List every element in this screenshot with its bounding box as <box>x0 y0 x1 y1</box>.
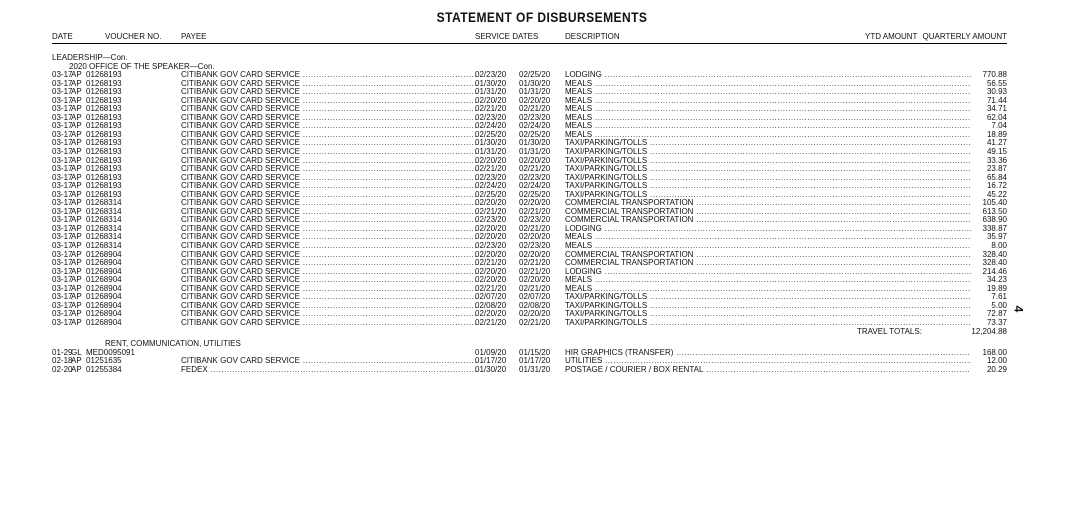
row-description: TAXI/PARKING/TOLLS ..... <box>565 191 971 200</box>
row-service-start: 02/21/20 <box>475 164 507 174</box>
row-service-start: 01/31/20 <box>475 87 507 97</box>
row-voucher-no: 01268193 <box>86 138 122 148</box>
row-service-start: 02/20/20 <box>475 309 507 319</box>
row-voucher-no: 01268193 <box>86 164 122 174</box>
row-payee: CITIBANK GOV CARD SERVICE ..... <box>181 310 476 319</box>
row-payee: CITIBANK GOV CARD SERVICE ..... <box>181 122 476 131</box>
row-amount: 45.22 <box>986 189 1007 199</box>
row-service-end: 02/21/20 <box>519 223 551 233</box>
row-date: 03-17 <box>52 283 73 293</box>
page-marker: 4 <box>1011 305 1026 313</box>
row-voucher-no: 01268193 <box>86 129 122 139</box>
row-date: 03-17 <box>52 266 73 276</box>
row-service-start: 01/17/20 <box>475 356 507 366</box>
row-voucher-no: 01255384 <box>86 364 122 374</box>
row-date: 03-17 <box>52 223 73 233</box>
row-description: MEALS ..... <box>565 242 971 251</box>
row-service-start: 02/08/20 <box>475 300 507 310</box>
row-type: AP <box>71 70 82 80</box>
row-payee: FEDEX ..... <box>181 366 476 375</box>
row-service-end: 02/23/20 <box>519 215 551 225</box>
row-service-start: 02/25/20 <box>475 129 507 139</box>
row-service-end: 02/24/20 <box>519 181 551 191</box>
row-amount: 34.71 <box>986 104 1007 114</box>
row-type: AP <box>71 283 82 293</box>
row-service-end: 02/21/20 <box>519 164 551 174</box>
row-description: LODGING ..... <box>565 268 971 277</box>
row-voucher-no: 01268193 <box>86 189 122 199</box>
row-amount: 338.87 <box>982 223 1007 233</box>
row-description: MEALS ..... <box>565 233 971 242</box>
row-service-end: 02/20/20 <box>519 232 551 242</box>
row-date: 03-17 <box>52 87 73 97</box>
statement-title: STATEMENT OF DISBURSEMENTS <box>436 9 648 25</box>
row-date: 03-17 <box>52 275 73 285</box>
row-type: AP <box>71 164 82 174</box>
row-payee: CITIBANK GOV CARD SERVICE ..... <box>181 97 476 106</box>
row-payee: CITIBANK GOV CARD SERVICE ..... <box>181 319 476 328</box>
row-amount: 30.93 <box>986 87 1007 97</box>
row-service-start: 02/20/20 <box>475 275 507 285</box>
row-description: TAXI/PARKING/TOLLS ..... <box>565 148 971 157</box>
row-description: TAXI/PARKING/TOLLS ..... <box>565 293 971 302</box>
row-description: TAXI/PARKING/TOLLS ..... <box>565 310 971 319</box>
row-type: AP <box>71 172 82 182</box>
row-date: 03-17 <box>52 147 73 157</box>
row-date: 03-17 <box>52 104 73 114</box>
row-service-end: 02/21/20 <box>519 206 551 216</box>
row-description: TAXI/PARKING/TOLLS ..... <box>565 139 971 148</box>
row-voucher-no: 01268904 <box>86 249 122 259</box>
row-type: AP <box>71 309 82 319</box>
row-description: MEALS ..... <box>565 122 971 131</box>
row-service-start: 02/21/20 <box>475 104 507 114</box>
row-type: AP <box>71 138 82 148</box>
row-service-start: 02/23/20 <box>475 172 507 182</box>
row-service-start: 02/20/20 <box>475 249 507 259</box>
row-description: TAXI/PARKING/TOLLS ..... <box>565 302 971 311</box>
row-date: 03-17 <box>52 138 73 148</box>
row-date: 03-17 <box>52 164 73 174</box>
row-service-start: 01/09/20 <box>475 347 507 357</box>
row-description: COMMERCIAL TRANSPORTATION ..... <box>565 199 971 208</box>
row-amount: 613.50 <box>982 206 1007 216</box>
subsection-heading: 2020 OFFICE OF THE SPEAKER—Con. <box>69 61 215 71</box>
row-service-start: 02/21/20 <box>475 206 507 216</box>
col-quarterly-amount: QUARTERLY AMOUNT <box>922 32 1007 41</box>
row-voucher-no: 01268314 <box>86 215 122 225</box>
row-payee: CITIBANK GOV CARD SERVICE ..... <box>181 71 476 80</box>
row-voucher-no: 01268314 <box>86 206 122 216</box>
row-voucher-no: 01268904 <box>86 309 122 319</box>
row-payee: CITIBANK GOV CARD SERVICE ..... <box>181 357 476 366</box>
row-voucher-no: 01268904 <box>86 275 122 285</box>
row-voucher-no: 01268193 <box>86 87 122 97</box>
row-service-start: 02/21/20 <box>475 317 507 327</box>
row-service-start: 02/25/20 <box>475 189 507 199</box>
row-type: AP <box>71 292 82 302</box>
row-service-start: 02/24/20 <box>475 181 507 191</box>
row-amount: 62.04 <box>986 112 1007 122</box>
row-date: 03-17 <box>52 129 73 139</box>
row-type: AP <box>71 189 82 199</box>
row-voucher-no: 01268193 <box>86 147 122 157</box>
row-date: 02-18 <box>52 356 73 366</box>
row-amount: 41.27 <box>986 138 1007 148</box>
row-service-end: 02/07/20 <box>519 292 551 302</box>
row-amount: 328.40 <box>982 249 1007 259</box>
row-service-end: 01/17/20 <box>519 356 551 366</box>
row-date: 03-17 <box>52 95 73 105</box>
row-payee: CITIBANK GOV CARD SERVICE ..... <box>181 182 476 191</box>
col-voucher-no: VOUCHER NO. <box>105 32 162 41</box>
row-type: AP <box>71 121 82 131</box>
row-description: MEALS ..... <box>565 285 971 294</box>
row-voucher-no: 01268193 <box>86 172 122 182</box>
row-type: AP <box>71 232 82 242</box>
row-date: 03-17 <box>52 206 73 216</box>
row-description: POSTAGE / COURIER / BOX RENTAL ..... <box>565 366 971 375</box>
row-type: AP <box>71 266 82 276</box>
row-payee: CITIBANK GOV CARD SERVICE ..... <box>181 80 476 89</box>
row-voucher-no: 01268904 <box>86 283 122 293</box>
row-service-end: 02/23/20 <box>519 241 551 251</box>
row-voucher-no: 01268193 <box>86 104 122 114</box>
row-voucher-no: 01268193 <box>86 70 122 80</box>
row-description: COMMERCIAL TRANSPORTATION ..... <box>565 208 971 217</box>
row-amount: 71.44 <box>986 95 1007 105</box>
row-payee: CITIBANK GOV CARD SERVICE ..... <box>181 216 476 225</box>
row-amount: 35.97 <box>986 232 1007 242</box>
row-date: 03-17 <box>52 215 73 225</box>
row-description: TAXI/PARKING/TOLLS ..... <box>565 174 971 183</box>
row-payee: CITIBANK GOV CARD SERVICE ..... <box>181 208 476 217</box>
row-type: AP <box>71 206 82 216</box>
col-payee: PAYEE <box>181 32 207 41</box>
row-date: 03-17 <box>52 112 73 122</box>
row-description: TAXI/PARKING/TOLLS ..... <box>565 319 971 328</box>
row-description: HIR GRAPHICS (TRANSFER) ..... <box>565 349 971 358</box>
row-voucher-no: 01268193 <box>86 181 122 191</box>
row-type: AP <box>71 129 82 139</box>
row-service-start: 02/23/20 <box>475 215 507 225</box>
row-description: MEALS ..... <box>565 105 971 114</box>
row-type: AP <box>71 112 82 122</box>
row-amount: 73.37 <box>986 317 1007 327</box>
row-type: AP <box>71 198 82 208</box>
row-type: AP <box>71 275 82 285</box>
row-voucher-no: 01268904 <box>86 266 122 276</box>
col-description: DESCRIPTION <box>565 32 620 41</box>
row-service-end: 01/15/20 <box>519 347 551 357</box>
row-payee: CITIBANK GOV CARD SERVICE ..... <box>181 139 476 148</box>
row-amount: 16.72 <box>986 181 1007 191</box>
row-date: 03-17 <box>52 258 73 268</box>
row-voucher-no: 01268904 <box>86 258 122 268</box>
row-payee: CITIBANK GOV CARD SERVICE ..... <box>181 302 476 311</box>
row-description: COMMERCIAL TRANSPORTATION ..... <box>565 216 971 225</box>
row-payee: CITIBANK GOV CARD SERVICE ..... <box>181 259 476 268</box>
row-service-end: 02/25/20 <box>519 189 551 199</box>
column-header-row <box>52 32 1007 44</box>
row-date: 03-17 <box>52 232 73 242</box>
travel-totals-amount: 12,204.88 <box>971 326 1007 336</box>
row-service-start: 01/31/20 <box>475 147 507 157</box>
row-service-end: 01/31/20 <box>519 147 551 157</box>
row-service-end: 02/23/20 <box>519 112 551 122</box>
row-voucher-no: 01268193 <box>86 95 122 105</box>
row-amount: 23.87 <box>986 164 1007 174</box>
row-payee: CITIBANK GOV CARD SERVICE ..... <box>181 276 476 285</box>
row-payee: CITIBANK GOV CARD SERVICE ..... <box>181 114 476 123</box>
row-type: AP <box>71 364 82 374</box>
row-payee: CITIBANK GOV CARD SERVICE ..... <box>181 268 476 277</box>
row-date: 03-17 <box>52 78 73 88</box>
row-type: AP <box>71 356 82 366</box>
row-amount: 20.29 <box>986 364 1007 374</box>
row-amount: 7.61 <box>991 292 1007 302</box>
row-voucher-no: MED0095091 <box>86 347 135 357</box>
row-date: 03-17 <box>52 155 73 165</box>
row-service-start: 02/20/20 <box>475 232 507 242</box>
row-service-end: 02/20/20 <box>519 249 551 259</box>
row-date: 03-17 <box>52 70 73 80</box>
row-amount: 19.89 <box>986 283 1007 293</box>
row-amount: 49.15 <box>986 147 1007 157</box>
row-type: AP <box>71 317 82 327</box>
row-service-end: 02/20/20 <box>519 155 551 165</box>
row-description: MEALS ..... <box>565 131 971 140</box>
row-amount: 34.23 <box>986 275 1007 285</box>
row-service-end: 02/20/20 <box>519 309 551 319</box>
row-date: 03-17 <box>52 317 73 327</box>
row-payee: CITIBANK GOV CARD SERVICE ..... <box>181 225 476 234</box>
row-service-end: 01/31/20 <box>519 87 551 97</box>
row-type: AP <box>71 241 82 251</box>
row-voucher-no: 01268904 <box>86 300 122 310</box>
row-date: 03-17 <box>52 249 73 259</box>
row-description: MEALS ..... <box>565 80 971 89</box>
row-service-end: 02/25/20 <box>519 70 551 80</box>
row-service-start: 02/20/20 <box>475 155 507 165</box>
row-service-start: 02/23/20 <box>475 70 507 80</box>
row-voucher-no: 01268314 <box>86 198 122 208</box>
row-service-start: 02/23/20 <box>475 112 507 122</box>
row-service-end: 02/23/20 <box>519 172 551 182</box>
row-amount: 105.40 <box>982 198 1007 208</box>
row-description: MEALS ..... <box>565 97 971 106</box>
row-service-end: 02/20/20 <box>519 95 551 105</box>
row-amount: 638.90 <box>982 215 1007 225</box>
row-service-end: 02/20/20 <box>519 198 551 208</box>
row-service-start: 02/23/20 <box>475 241 507 251</box>
rent-rows <box>52 349 1007 375</box>
row-amount: 18.89 <box>986 129 1007 139</box>
row-type: AP <box>71 147 82 157</box>
row-service-start: 01/30/20 <box>475 364 507 374</box>
row-service-start: 02/21/20 <box>475 283 507 293</box>
row-payee: CITIBANK GOV CARD SERVICE ..... <box>181 174 476 183</box>
row-date: 03-17 <box>52 241 73 251</box>
row-service-end: 02/21/20 <box>519 317 551 327</box>
row-type: AP <box>71 155 82 165</box>
row-service-start: 02/21/20 <box>475 258 507 268</box>
row-payee: CITIBANK GOV CARD SERVICE ..... <box>181 285 476 294</box>
row-date: 03-17 <box>52 172 73 182</box>
row-amount: 8.00 <box>991 241 1007 251</box>
row-payee: CITIBANK GOV CARD SERVICE ..... <box>181 105 476 114</box>
row-service-end: 02/21/20 <box>519 258 551 268</box>
row-service-start: 02/20/20 <box>475 198 507 208</box>
statement-body <box>52 54 1007 374</box>
row-payee: CITIBANK GOV CARD SERVICE ..... <box>181 191 476 200</box>
row-date: 03-17 <box>52 300 73 310</box>
row-date: 02-20 <box>52 364 73 374</box>
row-description: LODGING ..... <box>565 225 971 234</box>
row-amount: 12.00 <box>986 356 1007 366</box>
row-type: AP <box>71 104 82 114</box>
row-service-start: 02/20/20 <box>475 223 507 233</box>
travel-totals-label: TRAVEL TOTALS: <box>857 326 922 336</box>
row-date: 03-17 <box>52 189 73 199</box>
col-ytd-amount: YTD AMOUNT <box>865 32 918 41</box>
row-date: 01-29 <box>52 347 73 357</box>
row-payee: CITIBANK GOV CARD SERVICE ..... <box>181 293 476 302</box>
row-service-end: 02/21/20 <box>519 266 551 276</box>
row-date: 03-17 <box>52 309 73 319</box>
row-amount: 328.40 <box>982 258 1007 268</box>
row-amount: 5.00 <box>991 300 1007 310</box>
row-type: AP <box>71 95 82 105</box>
row-type: AP <box>71 87 82 97</box>
row-service-start: 02/20/20 <box>475 266 507 276</box>
row-type: AP <box>71 249 82 259</box>
row-voucher-no: 01268193 <box>86 155 122 165</box>
row-service-start: 02/24/20 <box>475 121 507 131</box>
rent-heading: RENT, COMMUNICATION, UTILITIES <box>105 339 241 349</box>
row-amount: 72.87 <box>986 309 1007 319</box>
row-voucher-no: 01268314 <box>86 223 122 233</box>
col-date: DATE <box>52 32 73 41</box>
row-service-start: 02/20/20 <box>475 95 507 105</box>
row-description: MEALS ..... <box>565 276 971 285</box>
row-type: AP <box>71 258 82 268</box>
row-type: AP <box>71 181 82 191</box>
row-voucher-no: 01268904 <box>86 317 122 327</box>
col-service-dates: SERVICE DATES <box>475 32 539 41</box>
row-service-end: 02/20/20 <box>519 275 551 285</box>
row-description: COMMERCIAL TRANSPORTATION ..... <box>565 259 971 268</box>
row-service-start: 01/30/20 <box>475 78 507 88</box>
travel-rows <box>52 71 1007 327</box>
row-voucher-no: 01268193 <box>86 112 122 122</box>
row-payee: CITIBANK GOV CARD SERVICE ..... <box>181 157 476 166</box>
row-service-end: 02/08/20 <box>519 300 551 310</box>
row-service-end: 01/30/20 <box>519 78 551 88</box>
row-type: GL <box>71 347 82 357</box>
travel-totals-row <box>52 328 1007 337</box>
row-type: AP <box>71 78 82 88</box>
row-payee: CITIBANK GOV CARD SERVICE ..... <box>181 165 476 174</box>
row-voucher-no: 01251635 <box>86 356 122 366</box>
row-voucher-no: 01268314 <box>86 232 122 242</box>
row-description: LODGING ..... <box>565 71 971 80</box>
row-description: UTILITIES ..... <box>565 357 971 366</box>
row-description: TAXI/PARKING/TOLLS ..... <box>565 157 971 166</box>
row-date: 03-17 <box>52 121 73 131</box>
row-service-end: 02/25/20 <box>519 129 551 139</box>
row-amount: 7.04 <box>991 121 1007 131</box>
row-payee: CITIBANK GOV CARD SERVICE ..... <box>181 199 476 208</box>
row-payee: CITIBANK GOV CARD SERVICE ..... <box>181 131 476 140</box>
row-service-start: 01/30/20 <box>475 138 507 148</box>
row-service-end: 01/30/20 <box>519 138 551 148</box>
row-voucher-no: 01268314 <box>86 241 122 251</box>
row-date: 03-17 <box>52 198 73 208</box>
row-type: AP <box>71 223 82 233</box>
row-service-end: 01/31/20 <box>519 364 551 374</box>
row-amount: 168.00 <box>982 347 1007 357</box>
row-payee: CITIBANK GOV CARD SERVICE ..... <box>181 251 476 260</box>
row-amount: 214.46 <box>982 266 1007 276</box>
row-date: 03-17 <box>52 181 73 191</box>
row-date: 03-17 <box>52 292 73 302</box>
row-description: TAXI/PARKING/TOLLS ..... <box>565 165 971 174</box>
row-amount: 56.55 <box>986 78 1007 88</box>
row-service-end: 02/21/20 <box>519 283 551 293</box>
row-description: MEALS ..... <box>565 88 971 97</box>
row-description: COMMERCIAL TRANSPORTATION ..... <box>565 251 971 260</box>
section-heading: LEADERSHIP—Con. <box>52 53 128 62</box>
row-amount: 65.84 <box>986 172 1007 182</box>
table-row <box>52 366 1007 375</box>
row-voucher-no: 01268904 <box>86 292 122 302</box>
row-service-end: 02/21/20 <box>519 104 551 114</box>
row-amount: 33.36 <box>986 155 1007 165</box>
row-payee: CITIBANK GOV CARD SERVICE ..... <box>181 88 476 97</box>
row-amount: 770.88 <box>982 70 1007 80</box>
row-description: TAXI/PARKING/TOLLS ..... <box>565 182 971 191</box>
row-payee: CITIBANK GOV CARD SERVICE ..... <box>181 242 476 251</box>
row-payee: CITIBANK GOV CARD SERVICE ..... <box>181 148 476 157</box>
row-service-start: 02/07/20 <box>475 292 507 302</box>
row-voucher-no: 01268193 <box>86 121 122 131</box>
row-description: MEALS ..... <box>565 114 971 123</box>
row-type: AP <box>71 300 82 310</box>
row-type: AP <box>71 215 82 225</box>
row-payee: CITIBANK GOV CARD SERVICE ..... <box>181 233 476 242</box>
row-voucher-no: 01268193 <box>86 78 122 88</box>
row-service-end: 02/24/20 <box>519 121 551 131</box>
